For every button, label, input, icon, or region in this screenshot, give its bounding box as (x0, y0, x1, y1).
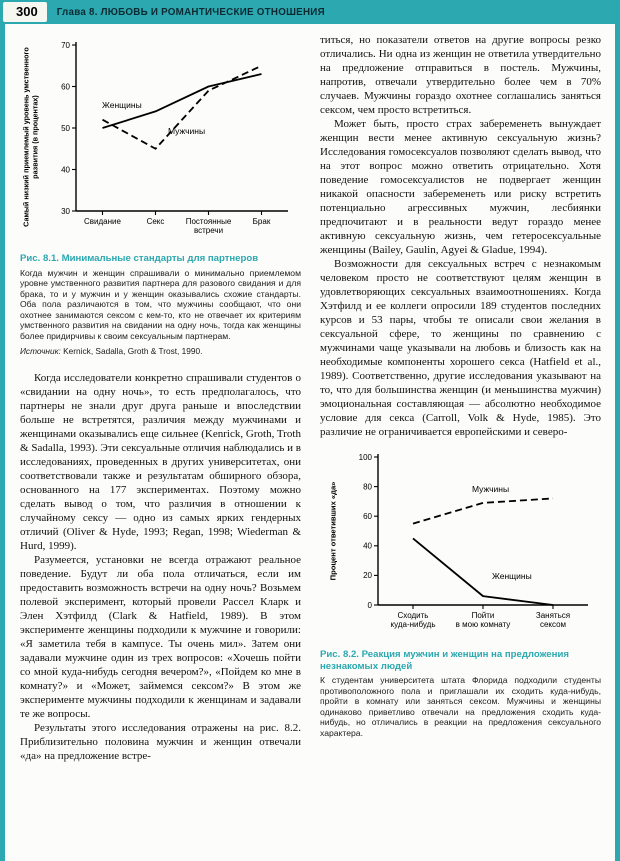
svg-text:Мужчины: Мужчины (472, 484, 510, 494)
left-column (20, 33, 301, 763)
svg-text:Женщины: Женщины (102, 100, 142, 110)
svg-text:80: 80 (363, 482, 372, 492)
right-edge-strip (615, 24, 620, 861)
right-column-text (320, 33, 601, 439)
paragraph: Когда исследователи конкретно спрашивали студентов о «свидании на одну ночь», то есть предполагалось, что партнеры не знали друг друга раньше и впоследствии больше не встретятся, различия между мужчинами и женщинами оказывались еще сильнее (Kenrick, Groth, Troth & Sadalla, 1993). Эти сексуальные отличия наблюдались и в исследованиях, проведенных в других университетах, они соответствовали также и результатам обширного обзора, основанного на 177 экспериментах. Поэтому можно сделать вывод о том, что различия в отношении к случайному сексу — одно из самых ярких гендерных отличий (Oliver & Hyde, 1993; Regan, 1998; Wiederman & Hurd, 1999). (20, 371, 301, 552)
header-bar (0, 0, 620, 24)
svg-text:100: 100 (358, 452, 372, 462)
figure-8-1 (20, 37, 301, 247)
svg-text:Постоянные: Постоянные (185, 217, 232, 226)
svg-text:50: 50 (61, 123, 70, 133)
figure-8-2-caption-title: Рис. 8.2. Реакция мужчин и женщин на предложения незнакомых людей (320, 649, 569, 672)
svg-text:60: 60 (363, 512, 372, 521)
left-edge-strip (0, 24, 5, 861)
svg-text:Брак: Брак (252, 217, 271, 226)
paragraph: Возможности для сексуальных встреч с незнакомым человеком просто не соответствуют целям женщин в удовлетворяющих сексуальных взаимоотношениях. Когда Хэтфилд и ее коллеги опросили 189 студентов последних курсов и 53 пары, чтобы те описали свои желания в сексуальной сфере, то женщины по сравнению с мужчинами чаще указывали на любовь и близость как на необходимые компоненты хорошего секса (Hatfield et al., 1989). Соответственно, другие исследования указывают на то, что для большинства женщин (и меньшинства мужчин) эмоциональная составляющая — абсолютно необходимое условие для секса (Carroll, Volk & Hyde, 1985). Это различие не ограничивается европейскими и северо- (320, 258, 601, 438)
svg-text:Секс: Секс (146, 217, 165, 226)
figure-8-2-caption-body: К студентам университета штата Флорида подходили студенты противоположного пола и приглашали их сходить куда-нибудь, пройти в комнату или заняться сексом. Мужчины и женщины одинаково приветливо отвечали на предложения сходить куда-нибудь, но отличались в реакции на предложения сексуального характера. (320, 675, 601, 738)
figure-8-2-chart (346, 447, 598, 639)
svg-text:40: 40 (61, 165, 70, 175)
figure-8-1-caption-body: Когда мужчин и женщин спрашивали о минимально приемлемом уровне умственного развития партнера для разового свидания и для брака, то и у мужчин и у женщин оказывались схожие стандарты. Оба пола различаются в том, что мужчины сообщают, что они охотнее занимаются сексом с кем-то, кто не отвечает их критериям умственного развития на свидании на одну ночь, тогда как женщины более придирчивы к своим сексуальным партнерам. (20, 267, 301, 342)
svg-text:30: 30 (61, 206, 70, 216)
page-number: 300 (3, 2, 47, 22)
svg-text:Свидание: Свидание (84, 217, 121, 226)
right-column (320, 33, 601, 739)
chapter-title: Глава 8. ЛЮБОВЬ И РОМАНТИЧЕСКИЕ ОТНОШЕНИЯ (56, 6, 325, 18)
svg-text:сексом: сексом (539, 620, 567, 629)
paragraph: Результаты этого исследования отражены на рис. 8.2. Приблизительно половина мужчин и женщин отвечали «да» на предложение встре- (20, 721, 301, 762)
paragraph: Разумеется, установки не всегда отражают реальное поведение. Будут ли оба пола отличаться, если им предоставить возможность встречи на одну ночь? Возьмем полевой эксперимент, который провели Рассел Кларк и Элен Хэтфилд (Clark & Hatfield, 1989). В этом эксперименте женщины подходили к мужчине и говорили: «Я заметила тебя в кампусе. Ты очень мил». Затем они задавали мужчине один из трех вопросов: «Хочешь пойти со мной куда-нибудь сегодня вечером?», «Пойдем ко мне в комнату?» и «Может, займемся сексом?» В этом же эксперименте мужчины подходили к женщинам и задавали те же вопросы. (20, 553, 301, 720)
svg-text:20: 20 (363, 571, 372, 581)
svg-text:0: 0 (367, 600, 372, 610)
figure-8-1-source (20, 346, 301, 356)
svg-text:60: 60 (61, 82, 70, 92)
svg-text:Мужчины: Мужчины (168, 126, 206, 136)
svg-text:куда-нибудь: куда-нибудь (390, 620, 436, 629)
svg-text:Заняться: Заняться (535, 611, 571, 620)
svg-text:встречи: встречи (193, 226, 224, 235)
svg-text:в мою комнату: в мою комнату (455, 620, 511, 629)
figure-8-2 (320, 447, 601, 643)
figure-8-1-caption-title: Рис. 8.1. Минимальные стандарты для партнеров (20, 253, 259, 264)
svg-text:Пойти: Пойти (471, 611, 495, 620)
svg-text:40: 40 (363, 541, 372, 551)
svg-text:Сходить: Сходить (397, 611, 429, 620)
figure-8-1-ylabel: Самый низкий приемлемый уровень умственного развития (в процентах) (21, 47, 39, 227)
source-label: Источник: (20, 345, 61, 356)
figure-8-1-chart (46, 37, 298, 243)
figure-8-2-ylabel: Процент ответивших «да» (328, 481, 338, 581)
source-text: Kernick, Sadalla, Groth & Trost, 1990. (60, 345, 203, 356)
paragraph: титься, но показатели ответов на другие вопросы резко отличались. Ни одна из женщин не ответила утвердительно на предложение отправиться в постель. Мужчины, напротив, отвечали утвердительно более чем в 70% случаев. Мужчины гораздо охотнее соглашались заняться сексом, чем просто встретиться. (320, 34, 601, 116)
svg-text:Женщины: Женщины (492, 571, 532, 581)
left-column-text (20, 371, 301, 763)
paragraph: Может быть, просто страх забеременеть вынуждает женщин вести менее активную сексуальную жизнь? Исследования гомосексуалов позволяют сделать вывод, что на этот вопрос можно ответить отрицательно. Хотя поведение гомосексуалистов не подвергает женщин никакой опасности забеременеть или риску встретить потенциально агрессивных мужчин, лесбиянки предпочитают и в реальности ведут гораздо менее активную сексуальную жизнь, чем гетеросексуальные женщины (Bailey, Gaulin, Agyei & Gladue, 1994). (320, 118, 601, 256)
svg-text:70: 70 (61, 40, 70, 50)
